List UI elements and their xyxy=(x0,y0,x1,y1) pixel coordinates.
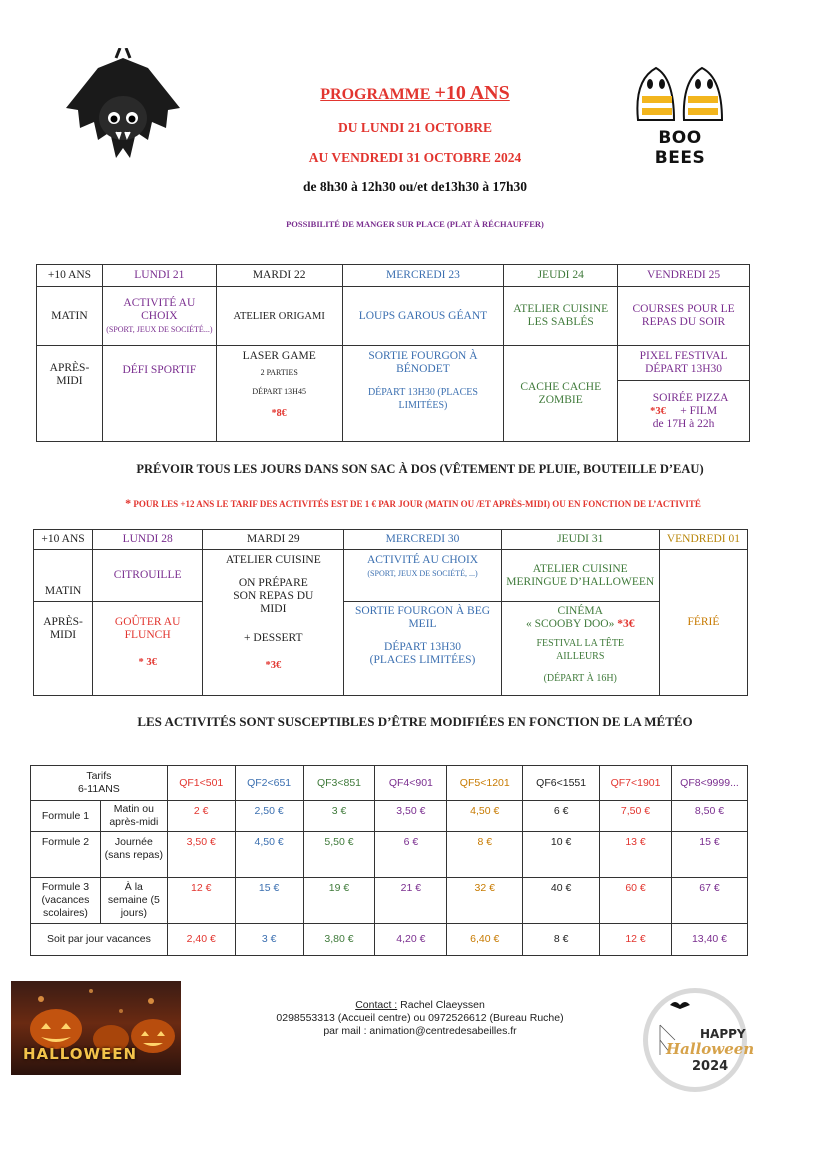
badge-year: 2024 xyxy=(692,1059,729,1074)
week2-day-vendredi: VENDREDI 01 xyxy=(659,530,747,550)
date-start: DU LUNDI 21 OCTOBRE xyxy=(338,120,492,135)
tarif-cell: 3 € xyxy=(303,801,375,832)
contact-phones: 0298553313 (Accueil centre) ou 0972526612 (Bureau Ruche) xyxy=(276,1012,564,1024)
week1-lundi-matin: ACTIVITÉ AU CHOIX (SPORT, JEUX DE SOCIÉTÉ...) xyxy=(102,287,216,346)
tarifs-corner: Tarifs 6-11ANS xyxy=(31,766,168,801)
tarif-cell: 40 € xyxy=(523,878,600,924)
week2-day-lundi: LUNDI 28 xyxy=(93,530,203,550)
week1-jeudi-apres: CACHE CACHE ZOMBIE xyxy=(504,346,618,442)
week1-corner: +10 ANS xyxy=(37,265,103,287)
formule-1-label: Formule 1 xyxy=(31,801,101,832)
tarif-cell: 8 € xyxy=(523,924,600,956)
week2-matin-label: MATIN xyxy=(34,550,93,602)
happy-halloween-badge xyxy=(640,985,755,1095)
halloween-pumpkins-image xyxy=(11,981,181,1075)
tarif-cell: 3,80 € xyxy=(303,924,375,956)
qf-header-3: QF3<851 xyxy=(303,766,375,801)
tarif-cell: 8,50 € xyxy=(671,801,747,832)
week1-jeudi-matin: ATELIER CUISINE LES SABLÉS xyxy=(504,287,618,346)
tarif-cell: 4,50 € xyxy=(447,801,523,832)
week2-day-jeudi: JEUDI 31 xyxy=(501,530,659,550)
qf-header-7: QF7<1901 xyxy=(600,766,672,801)
par-jour-label: Soit par jour vacances xyxy=(31,924,168,956)
week1-mardi-apres: LASER GAME 2 PARTIES DÉPART 13H45 *8€ xyxy=(216,346,342,442)
hours: de 8h30 à 12h30 ou/et de13h30 à 17h30 xyxy=(303,179,527,194)
tarif-cell: 6 € xyxy=(523,801,600,832)
week2-jeudi-matin: ATELIER CUISINE MERINGUE D’HALLOWEEN xyxy=(501,550,659,602)
tarif-cell: 15 € xyxy=(671,832,747,878)
halloween-text: HALLOWEEN xyxy=(23,1045,138,1063)
contact-block xyxy=(230,999,610,1038)
formule-2-sub: Journée (sans repas) xyxy=(100,832,167,878)
badge-halloween: Halloween xyxy=(666,1040,755,1058)
qf-header-6: QF6<1551 xyxy=(523,766,600,801)
tarif-cell: 4,50 € xyxy=(235,832,303,878)
qf-header-4: QF4<901 xyxy=(375,766,447,801)
week1-vendredi-apres-b: SOIRÉE PIZZA *3€ + FILM de 17H à 22h xyxy=(618,381,750,442)
week2-vendredi: FÉRIÉ xyxy=(659,550,747,696)
week2-lundi-apres: GOÛTER AU FLUNCH * 3€ xyxy=(93,602,203,696)
tarif-cell: 5,50 € xyxy=(303,832,375,878)
week1-table xyxy=(36,264,750,442)
tarif-cell: 12 € xyxy=(600,924,672,956)
page-title: PROGRAMME +10 ANS xyxy=(320,82,510,104)
week2-lundi-matin: CITROUILLE xyxy=(93,550,203,602)
qf-header-2: QF2<651 xyxy=(235,766,303,801)
week1-lundi-apres: DÉFI SPORTIF xyxy=(102,346,216,442)
date-end: AU VENDREDI 31 OCTOBRE 2024 xyxy=(308,150,522,165)
tarif-cell: 3 € xyxy=(235,924,303,956)
formule-1-sub: Matin ou après-midi xyxy=(100,801,167,832)
week2-mercredi-matin: ACTIVITÉ AU CHOIX (SPORT, JEUX DE SOCIÉTÉ, ...) xyxy=(344,550,501,602)
contact-label: Contact : xyxy=(355,999,398,1011)
week1-matin-label: MATIN xyxy=(37,287,103,346)
tarif-cell: 67 € xyxy=(671,878,747,924)
tarif-cell: 12 € xyxy=(167,878,235,924)
tarif-cell: 21 € xyxy=(375,878,447,924)
week2-day-mercredi: MERCREDI 30 xyxy=(344,530,501,550)
tarif-cell: 32 € xyxy=(447,878,523,924)
tarif-cell: 2 € xyxy=(167,801,235,832)
boo-bees-logo xyxy=(630,60,730,168)
tarif-cell: 10 € xyxy=(523,832,600,878)
formule-3-label: Formule 3 (vacances scolaires) xyxy=(31,878,101,924)
week1-mercredi-matin: LOUPS GAROUS GÉANT xyxy=(342,287,504,346)
tarif-cell: 13 € xyxy=(600,832,672,878)
badge-happy: HAPPY xyxy=(700,1027,746,1041)
formule-3-sub: À la semaine (5 jours) xyxy=(100,878,167,924)
week2-day-mardi: MARDI 29 xyxy=(203,530,344,550)
week1-day-vendredi: VENDREDI 25 xyxy=(618,265,750,287)
tarif-cell: 2,40 € xyxy=(167,924,235,956)
tarif-cell: 3,50 € xyxy=(167,832,235,878)
week2-corner: +10 ANS xyxy=(34,530,93,550)
boo-bees-text: BOO BEES xyxy=(654,128,706,168)
lunch-note: POSSIBILITÉ DE MANGER SUR PLACE (PLAT À RÉCHAUFFER) xyxy=(286,219,544,229)
week1-day-jeudi: JEUDI 24 xyxy=(504,265,618,287)
week1-mardi-matin: ATELIER ORIGAMI xyxy=(216,287,342,346)
week1-apres-label: APRÈS- MIDI xyxy=(37,346,103,442)
bag-note: PRÉVOIR TOUS LES JOURS DANS SON SAC À DOS (VÊTEMENT DE PLUIE, BOUTEILLE D’EAU) xyxy=(136,462,704,476)
week1-vendredi-apres-a: PIXEL FESTIVAL DÉPART 13H30 xyxy=(618,346,750,381)
contact-mail: par mail : animation@centredesabeilles.fr xyxy=(323,1025,517,1037)
week1-day-lundi: LUNDI 21 xyxy=(102,265,216,287)
tarif-cell: 3,50 € xyxy=(375,801,447,832)
qf-header-1: QF1<501 xyxy=(167,766,235,801)
week1-day-mardi: MARDI 22 xyxy=(216,265,342,287)
week2-jeudi-apres: CINÉMA « SCOOBY DOO» *3€ FESTIVAL LA TÊTE AILLEURS (DÉPART À 16H) xyxy=(501,602,659,696)
tarifs-table xyxy=(30,765,748,956)
tarif-cell: 4,20 € xyxy=(375,924,447,956)
tarif-cell: 19 € xyxy=(303,878,375,924)
tarif-cell: 7,50 € xyxy=(600,801,672,832)
tarif-cell: 60 € xyxy=(600,878,672,924)
tarif-cell: 6 € xyxy=(375,832,447,878)
tarif-cell: 15 € xyxy=(235,878,303,924)
week1-vendredi-matin: COURSES POUR LE REPAS DU SOIR xyxy=(618,287,750,346)
tarif-cell: 8 € xyxy=(447,832,523,878)
week2-mercredi-apres: SORTIE FOURGON À BEG MEIL DÉPART 13H30 (PLACES LIMITÉES) xyxy=(344,602,501,696)
contact-name: Rachel Claeyssen xyxy=(397,999,485,1011)
qf-header-8: QF8<9999... xyxy=(671,766,747,801)
week1-day-mercredi: MERCREDI 23 xyxy=(342,265,504,287)
formule-2-label: Formule 2 xyxy=(31,832,101,878)
week1-mercredi-apres: SORTIE FOURGON À BÉNODET DÉPART 13H30 (PLACES LIMITÉES) xyxy=(342,346,504,442)
tarif-cell: 2,50 € xyxy=(235,801,303,832)
week2-table xyxy=(33,529,748,696)
bat-illustration xyxy=(58,48,188,168)
qf-header-5: QF5<1201 xyxy=(447,766,523,801)
tarif-note: * POUR LES +12 ANS LE TARIF DES ACTIVITÉS EST DE 1 € PAR JOUR (MATIN OU /ET APRÈS-MIDI) OU EN FONCTION DE L’ACTIVITÉ xyxy=(125,496,701,510)
week2-mardi: ATELIER CUISINE ON PRÉPARE SON REPAS DU MIDI + DESSERT *3€ xyxy=(203,550,344,696)
week2-apres-label: APRÈS- MIDI xyxy=(34,602,93,696)
meteo-note: LES ACTIVITÉS SONT SUSCEPTIBLES D’ÊTRE MODIFIÉES EN FONCTION DE LA MÉTÉO xyxy=(137,714,693,729)
tarif-cell: 13,40 € xyxy=(671,924,747,956)
tarif-cell: 6,40 € xyxy=(447,924,523,956)
